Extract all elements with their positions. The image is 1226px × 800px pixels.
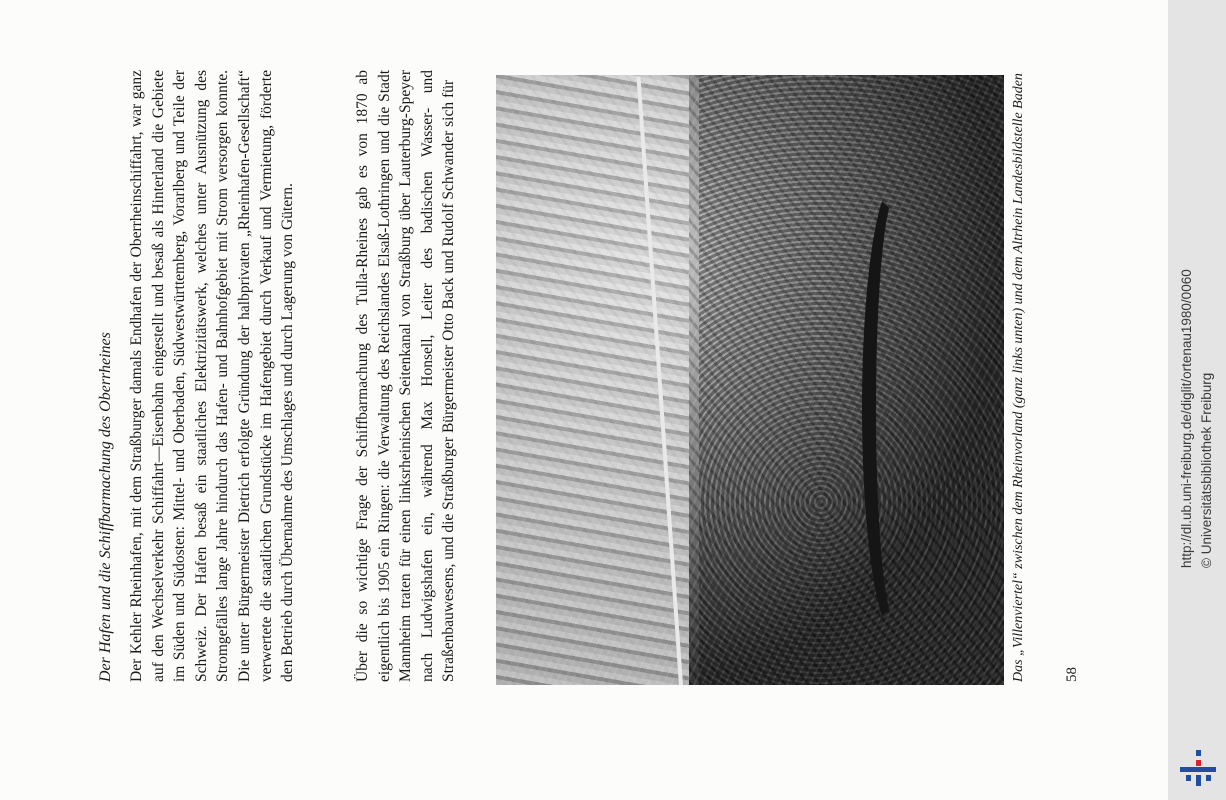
photo-river (862, 181, 930, 636)
section-heading: Der Hafen und die Schiffbarmachung des Oberrheines (97, 332, 114, 682)
photo-caption: Das „Villenviertel“ zwischen dem Rheinvorland (ganz links unten) und dem Altrhein Landesbildstelle Baden (1011, 73, 1026, 682)
ub-freiburg-logo-icon[interactable] (1178, 748, 1218, 788)
page-number: 58 (1064, 667, 1080, 682)
photo-town (699, 75, 1004, 685)
aerial-photo (496, 75, 1004, 685)
source-url-link[interactable]: http://dl.ub.uni-freiburg.de/diglit/ortenau1980/0060 (1179, 269, 1194, 568)
paragraph-2: Über die so wichtige Frage der Schiffbarmachung des Tulla-Rheines gab es von 1870 ab eigentlich bis 1905 ein Ringen: die Verwaltung des Reichslandes Elsaß-Lothringen und die Stadt Mannheim traten für einen linksrheinischen Seitenkanal von Straßburg über Lauterburg-Speyer nach Ludwigshafen ein, während Max Honsell, Leiter des badischen Wasser- und Straßenbauwesens, und die Straßburger Bürgermeister Otto Back und Rudolf Schwander sich für (354, 70, 458, 682)
paragraph-1: Der Kehler Rheinhafen, mit dem Straßburger damals Endhafen der Oberrheinschiffahrt, war ganz auf den Wechselverkehr Schiffahrt—Eisenbahn eingestellt und besaß als Hinterland die Gebiete im Süden und Südosten: Mittel- und Oberbaden, Südwestwürttemberg, Vorarlberg und Teile der Schweiz. Der Hafen besaß ein staatliches Elektrizitätswerk, welches unter Ausnützung des Stromgefälles lange Jahre hindurch das Hafen- und Bahnhofgebiet mit Strom versorgen konnte. Die unter Bürgermeister Dietrich erfolgte Gründung der halbprivaten „Rheinhafen-Gesellschaft“ verwertete die staatlichen Grundstücke im Hafengebiet durch Verkauf und Vermietung, förderte den Betrieb durch Übernahme des Umschlages und durch Lagerung von Gütern. (128, 70, 297, 682)
sidebar-text (1168, 0, 1226, 800)
copyright-text: © Universitätsbibliothek Freiburg (1199, 372, 1214, 568)
library-sidebar (1168, 0, 1226, 800)
